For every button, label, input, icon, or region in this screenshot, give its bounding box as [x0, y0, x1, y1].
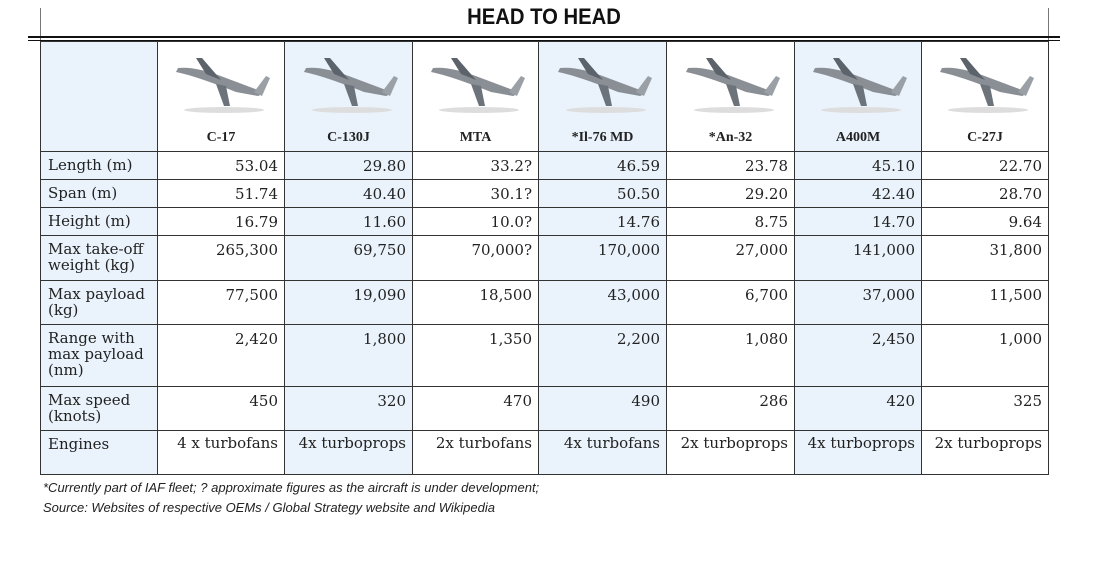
value-cell: 4x turboprops	[795, 431, 922, 475]
corner-cell	[41, 42, 158, 152]
aircraft-image-icon	[930, 54, 1040, 114]
row-label: Range with max payload (nm)	[41, 325, 158, 387]
value-cell: 27,000	[667, 236, 795, 281]
value-cell: 40.40	[285, 180, 413, 208]
value-cell: 141,000	[795, 236, 922, 281]
value-cell: 31,800	[922, 236, 1049, 281]
aircraft-header	[285, 42, 413, 152]
value-cell: 46.59	[539, 152, 667, 180]
aircraft-image-icon	[548, 54, 658, 114]
aircraft-name: C-130J	[327, 130, 370, 145]
table-row	[41, 180, 1049, 208]
value-cell: 4 x turbofans	[158, 431, 285, 475]
table-row	[41, 208, 1049, 236]
value-cell: 4x turboprops	[285, 431, 413, 475]
aircraft-image-icon	[166, 54, 276, 114]
value-cell: 6,700	[667, 281, 795, 325]
value-cell: 28.70	[922, 180, 1049, 208]
value-cell: 30.1?	[413, 180, 539, 208]
value-cell: 45.10	[795, 152, 922, 180]
aircraft-header	[413, 42, 539, 152]
row-label: Span (m)	[41, 180, 158, 208]
table-row	[41, 431, 1049, 475]
value-cell: 69,750	[285, 236, 413, 281]
value-cell: 10.0?	[413, 208, 539, 236]
value-cell: 320	[285, 387, 413, 431]
value-cell: 42.40	[795, 180, 922, 208]
aircraft-name: *Il-76 MD	[571, 130, 634, 145]
page-title: HEAD TO HEAD	[467, 4, 621, 29]
value-cell: 16.79	[158, 208, 285, 236]
aircraft-name: C-27J	[967, 130, 1003, 145]
table-row	[41, 236, 1049, 281]
row-label: Engines	[41, 431, 158, 475]
value-cell: 2x turbofans	[413, 431, 539, 475]
aircraft-image-icon	[294, 54, 404, 114]
value-cell: 77,500	[158, 281, 285, 325]
divider-line	[28, 36, 1060, 38]
value-cell: 1,350	[413, 325, 539, 387]
value-cell: 2,420	[158, 325, 285, 387]
value-cell: 2,450	[795, 325, 922, 387]
aircraft-image-icon	[803, 54, 913, 114]
value-cell: 286	[667, 387, 795, 431]
value-cell: 1,800	[285, 325, 413, 387]
value-cell: 2x turboprops	[667, 431, 795, 475]
value-cell: 11.60	[285, 208, 413, 236]
value-cell: 70,000?	[413, 236, 539, 281]
row-label: Max speed (knots)	[41, 387, 158, 431]
aircraft-header	[795, 42, 922, 152]
aircraft-name: C-17	[206, 130, 236, 145]
value-cell: 19,090	[285, 281, 413, 325]
table-row	[41, 387, 1049, 431]
value-cell: 29.20	[667, 180, 795, 208]
value-cell: 1,000	[922, 325, 1049, 387]
value-cell: 4x turbofans	[539, 431, 667, 475]
value-cell: 8.75	[667, 208, 795, 236]
aircraft-name: MTA	[459, 130, 492, 145]
value-cell: 490	[539, 387, 667, 431]
value-cell: 170,000	[539, 236, 667, 281]
value-cell: 325	[922, 387, 1049, 431]
row-label: Length (m)	[41, 152, 158, 180]
value-cell: 37,000	[795, 281, 922, 325]
value-cell: 450	[158, 387, 285, 431]
aircraft-image-icon	[676, 54, 786, 114]
comparison-table	[40, 41, 1049, 475]
aircraft-header	[158, 42, 285, 152]
value-cell: 18,500	[413, 281, 539, 325]
value-cell: 23.78	[667, 152, 795, 180]
table-row	[41, 152, 1049, 180]
aircraft-image-icon	[421, 54, 531, 114]
aircraft-name: A400M	[835, 130, 881, 145]
footnote: *Currently part of IAF fleet; ? approximate figures as the aircraft is under development;	[43, 480, 540, 495]
table-row	[41, 325, 1049, 387]
header-row	[41, 42, 1049, 152]
value-cell: 420	[795, 387, 922, 431]
value-cell: 22.70	[922, 152, 1049, 180]
value-cell: 1,080	[667, 325, 795, 387]
value-cell: 51.74	[158, 180, 285, 208]
value-cell: 29.80	[285, 152, 413, 180]
value-cell: 14.70	[795, 208, 922, 236]
value-cell: 50.50	[539, 180, 667, 208]
value-cell: 2,200	[539, 325, 667, 387]
aircraft-header	[922, 42, 1049, 152]
aircraft-header	[667, 42, 795, 152]
table-row	[41, 281, 1049, 325]
value-cell: 33.2?	[413, 152, 539, 180]
value-cell: 470	[413, 387, 539, 431]
aircraft-name: *An-32	[708, 130, 753, 145]
value-cell: 53.04	[158, 152, 285, 180]
value-cell: 43,000	[539, 281, 667, 325]
value-cell: 265,300	[158, 236, 285, 281]
value-cell: 14.76	[539, 208, 667, 236]
source-note: Source: Websites of respective OEMs / Global Strategy website and Wikipedia	[43, 500, 495, 515]
value-cell: 9.64	[922, 208, 1049, 236]
row-label: Height (m)	[41, 208, 158, 236]
aircraft-header	[539, 42, 667, 152]
row-label: Max payload (kg)	[41, 281, 158, 325]
value-cell: 2x turboprops	[922, 431, 1049, 475]
value-cell: 11,500	[922, 281, 1049, 325]
row-label: Max take-off weight (kg)	[41, 236, 158, 281]
